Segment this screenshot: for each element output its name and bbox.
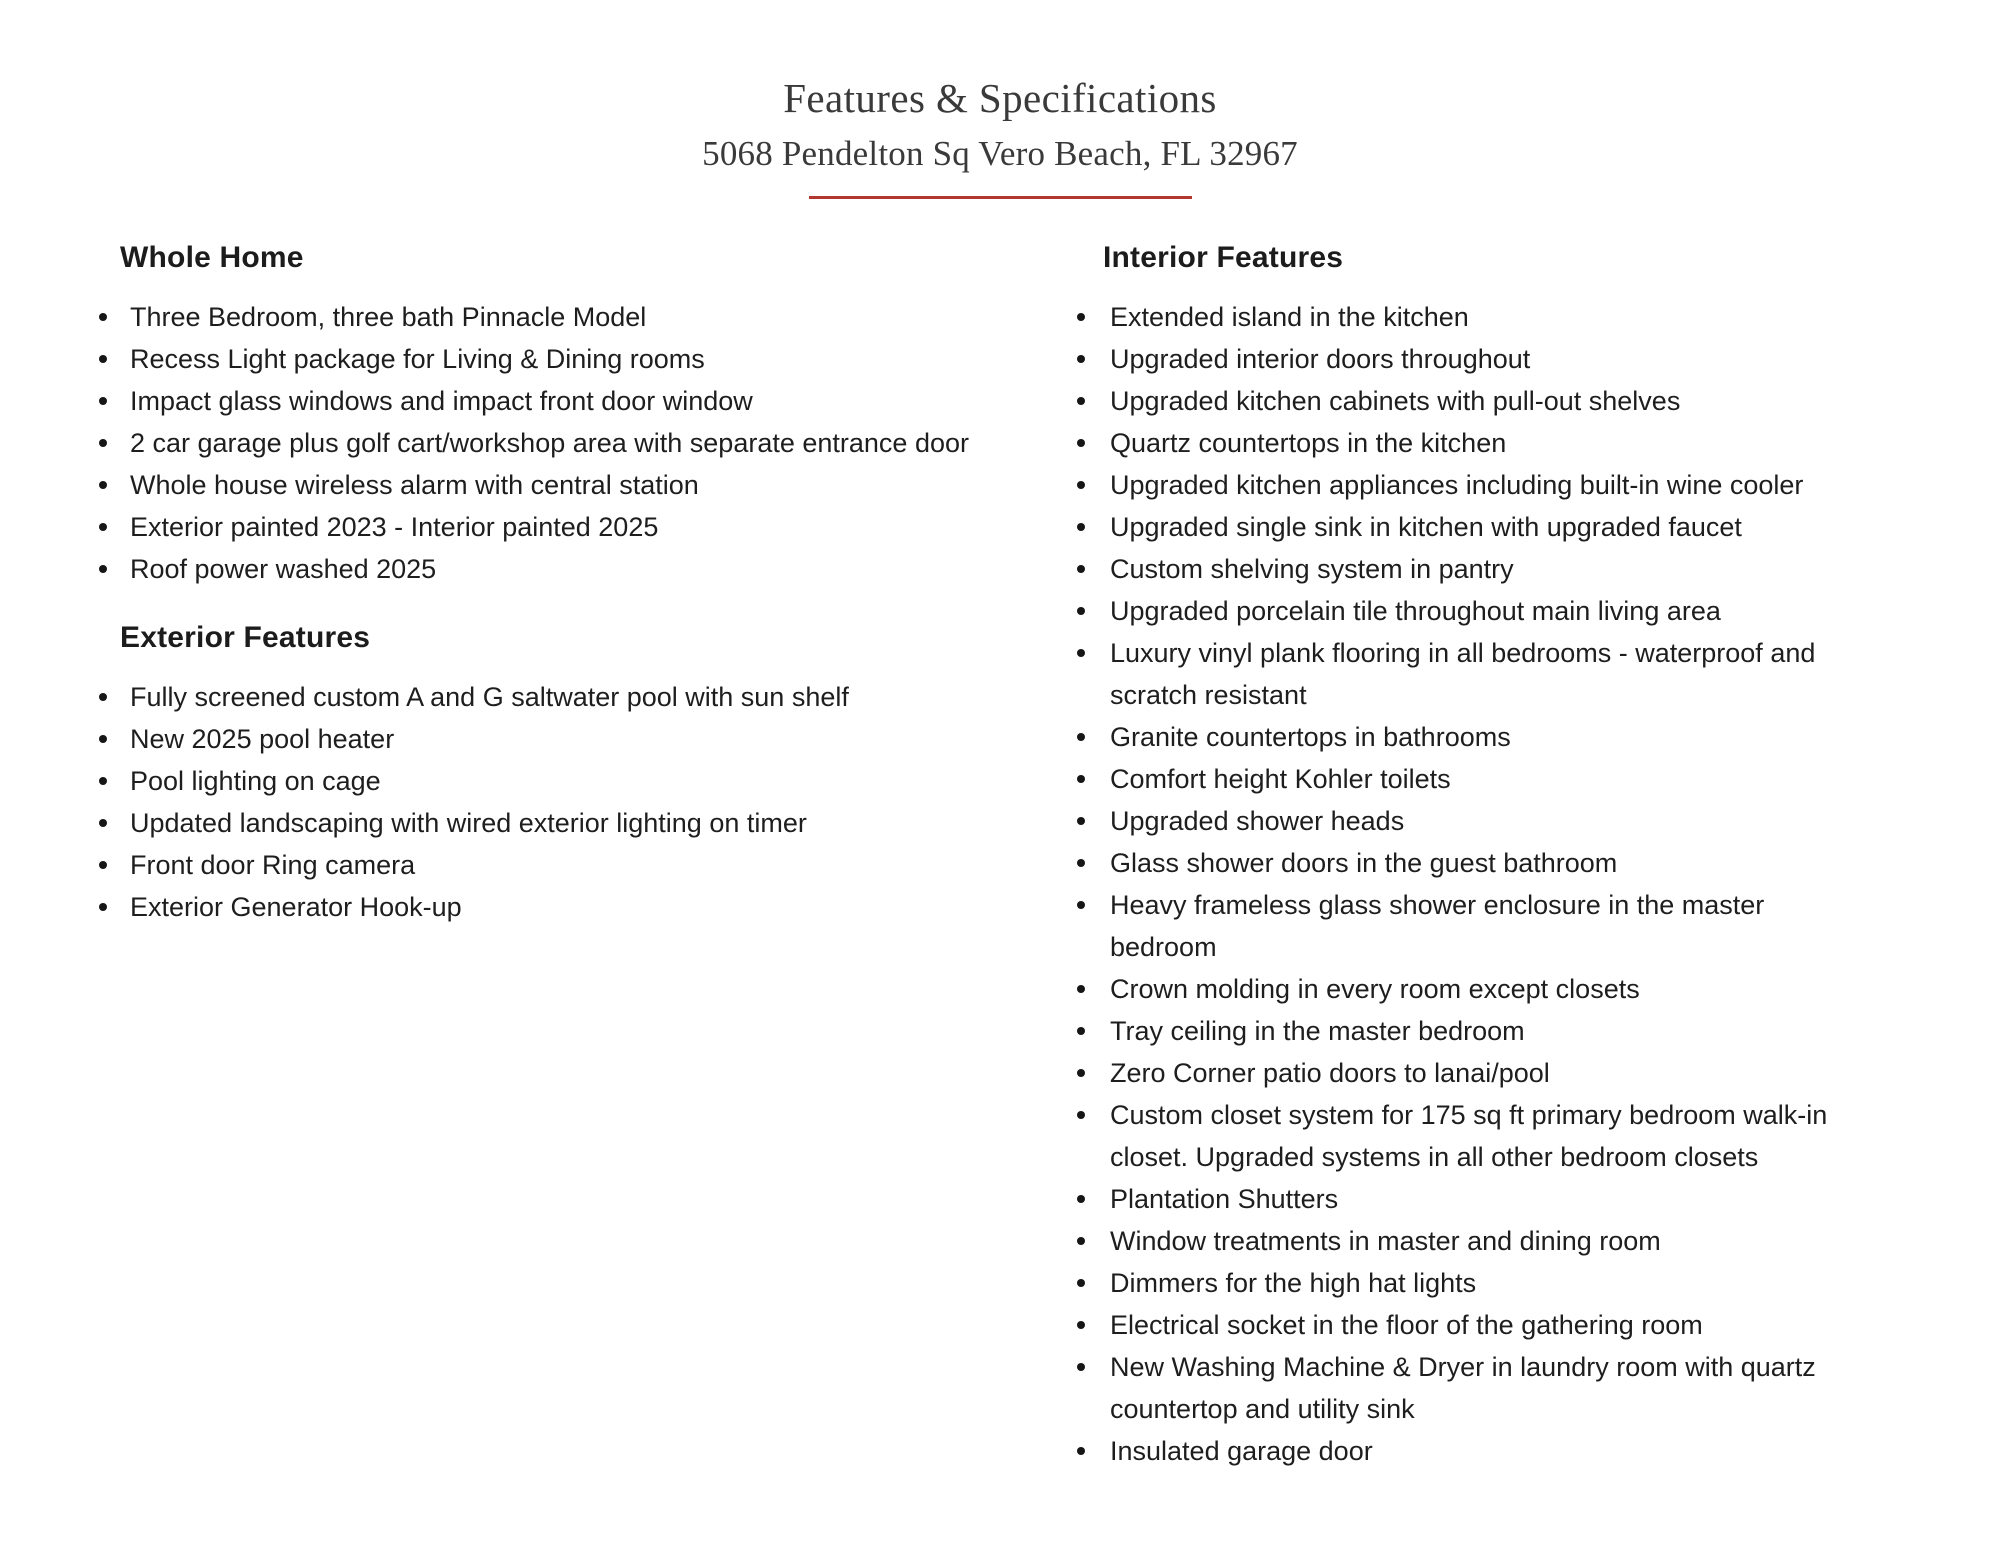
bullet-icon bbox=[1077, 1237, 1085, 1245]
bullet-icon bbox=[99, 397, 107, 405]
list-item-text: Recess Light package for Living & Dining rooms bbox=[130, 344, 705, 374]
list-item bbox=[1075, 506, 1859, 548]
feature-list bbox=[97, 676, 1057, 928]
list-item-text: Roof power washed 2025 bbox=[130, 554, 437, 584]
list-item-text: Tray ceiling in the master bedroom bbox=[1110, 1016, 1525, 1046]
list-item bbox=[1075, 548, 1859, 590]
list-item-text: Upgraded kitchen cabinets with pull-out shelves bbox=[1110, 386, 1681, 416]
section-exterior-features bbox=[97, 616, 1057, 928]
list-item bbox=[1075, 1220, 1859, 1262]
list-item bbox=[1075, 1346, 1859, 1430]
list-item bbox=[1075, 422, 1859, 464]
bullet-icon bbox=[1077, 985, 1085, 993]
bullet-icon bbox=[1077, 1447, 1085, 1455]
list-item bbox=[1075, 1304, 1859, 1346]
bullet-icon bbox=[1077, 397, 1085, 405]
list-item-text: Upgraded single sink in kitchen with upgraded faucet bbox=[1110, 512, 1742, 542]
list-item-text: Granite countertops in bathrooms bbox=[1110, 722, 1511, 752]
list-item-text: Heavy frameless glass shower enclosure in the master bedroom bbox=[1110, 890, 1765, 962]
list-item bbox=[1075, 884, 1859, 968]
section-heading: Exterior Features bbox=[120, 621, 371, 654]
feature-list bbox=[1075, 296, 1859, 1472]
list-item-text: Front door Ring camera bbox=[130, 850, 416, 880]
bullet-icon bbox=[99, 735, 107, 743]
list-item bbox=[97, 506, 1057, 548]
list-item bbox=[1075, 800, 1859, 842]
property-address: 5068 Pendelton Sq Vero Beach, FL 32967 bbox=[702, 133, 1298, 173]
list-item-text: Exterior painted 2023 - Interior painted 2025 bbox=[130, 512, 659, 542]
list-item-text: Whole house wireless alarm with central station bbox=[130, 470, 699, 500]
bullet-icon bbox=[1077, 859, 1085, 867]
list-item bbox=[1075, 296, 1859, 338]
list-item bbox=[97, 464, 1057, 506]
left-column bbox=[97, 236, 1057, 928]
bullet-icon bbox=[1077, 1111, 1085, 1119]
bullet-icon bbox=[1077, 1027, 1085, 1035]
list-item bbox=[1075, 338, 1859, 380]
list-item-text: Exterior Generator Hook-up bbox=[130, 892, 462, 922]
list-item-text: Crown molding in every room except closets bbox=[1110, 974, 1640, 1004]
list-item-text: Upgraded porcelain tile throughout main living area bbox=[1110, 596, 1721, 626]
list-item bbox=[1075, 464, 1859, 506]
list-item bbox=[97, 802, 1057, 844]
bullet-icon bbox=[99, 565, 107, 573]
list-item bbox=[1075, 1094, 1859, 1178]
bullet-icon bbox=[99, 819, 107, 827]
bullet-icon bbox=[1077, 1321, 1085, 1329]
bullet-icon bbox=[1077, 565, 1085, 573]
page-title: Features & Specifications bbox=[783, 75, 1217, 121]
section-heading: Interior Features bbox=[1103, 241, 1344, 274]
list-item bbox=[97, 676, 1057, 718]
bullet-icon bbox=[1077, 1279, 1085, 1287]
bullet-icon bbox=[99, 523, 107, 531]
list-item-text: Luxury vinyl plank flooring in all bedrooms - waterproof and scratch resistant bbox=[1110, 638, 1816, 710]
bullet-icon bbox=[99, 313, 107, 321]
list-item bbox=[1075, 1430, 1859, 1472]
bullet-icon bbox=[1077, 439, 1085, 447]
bullet-icon bbox=[1077, 523, 1085, 531]
list-item bbox=[1075, 590, 1859, 632]
bullet-icon bbox=[1077, 481, 1085, 489]
list-item-text: New 2025 pool heater bbox=[130, 724, 395, 754]
bullet-icon bbox=[1077, 1069, 1085, 1077]
list-item-text: Impact glass windows and impact front door window bbox=[130, 386, 753, 416]
document-header bbox=[0, 0, 2000, 199]
list-item-text: Zero Corner patio doors to lanai/pool bbox=[1110, 1058, 1550, 1088]
bullet-icon bbox=[99, 903, 107, 911]
list-item bbox=[97, 380, 1057, 422]
bullet-icon bbox=[1077, 649, 1085, 657]
list-item-text: Plantation Shutters bbox=[1110, 1184, 1339, 1214]
list-item-text: Updated landscaping with wired exterior lighting on timer bbox=[130, 808, 807, 838]
bullet-icon bbox=[1077, 733, 1085, 741]
section-interior-features bbox=[1075, 236, 1859, 1472]
list-item-text: Window treatments in master and dining room bbox=[1110, 1226, 1661, 1256]
bullet-icon bbox=[99, 481, 107, 489]
bullet-icon bbox=[99, 693, 107, 701]
list-item bbox=[97, 296, 1057, 338]
accent-divider bbox=[809, 196, 1192, 199]
list-item bbox=[1075, 632, 1859, 716]
bullet-icon bbox=[1077, 355, 1085, 363]
bullet-icon bbox=[99, 861, 107, 869]
list-item-text: Custom shelving system in pantry bbox=[1110, 554, 1514, 584]
list-item-text: Dimmers for the high hat lights bbox=[1110, 1268, 1477, 1298]
bullet-icon bbox=[99, 355, 107, 363]
list-item bbox=[97, 422, 1057, 464]
list-item bbox=[1075, 758, 1859, 800]
list-item bbox=[1075, 842, 1859, 884]
list-item bbox=[97, 548, 1057, 590]
list-item-text: Upgraded interior doors throughout bbox=[1110, 344, 1531, 374]
list-item-text: 2 car garage plus golf cart/workshop area with separate entrance door bbox=[130, 428, 969, 458]
bullet-icon bbox=[1077, 817, 1085, 825]
bullet-icon bbox=[1077, 1195, 1085, 1203]
list-item bbox=[97, 844, 1057, 886]
list-item bbox=[1075, 968, 1859, 1010]
list-item-text: Insulated garage door bbox=[1110, 1436, 1373, 1466]
list-item bbox=[1075, 1052, 1859, 1094]
list-item-text: Upgraded kitchen appliances including built-in wine cooler bbox=[1110, 470, 1804, 500]
list-item bbox=[97, 338, 1057, 380]
list-item-text: Comfort height Kohler toilets bbox=[1110, 764, 1451, 794]
bullet-icon bbox=[1077, 901, 1085, 909]
bullet-icon bbox=[1077, 313, 1085, 321]
list-item bbox=[1075, 380, 1859, 422]
list-item bbox=[97, 718, 1057, 760]
list-item bbox=[1075, 1010, 1859, 1052]
list-item-text: Electrical socket in the floor of the gathering room bbox=[1110, 1310, 1703, 1340]
list-item-text: Upgraded shower heads bbox=[1110, 806, 1405, 836]
list-item-text: Custom closet system for 175 sq ft primary bedroom walk-in closet. Upgraded systems in all other bedroom closets bbox=[1110, 1100, 1828, 1172]
list-item bbox=[97, 886, 1057, 928]
list-item bbox=[97, 760, 1057, 802]
list-item-text: New Washing Machine & Dryer in laundry room with quartz countertop and utility sink bbox=[1110, 1352, 1816, 1424]
bullet-icon bbox=[99, 777, 107, 785]
list-item bbox=[1075, 1178, 1859, 1220]
list-item-text: Three Bedroom, three bath Pinnacle Model bbox=[130, 302, 647, 332]
bullet-icon bbox=[1077, 1363, 1085, 1371]
list-item-text: Glass shower doors in the guest bathroom bbox=[1110, 848, 1618, 878]
bullet-icon bbox=[1077, 775, 1085, 783]
right-column bbox=[1075, 236, 1859, 1472]
feature-list bbox=[97, 296, 1057, 590]
bullet-icon bbox=[99, 439, 107, 447]
list-item-text: Pool lighting on cage bbox=[130, 766, 381, 796]
section-heading: Whole Home bbox=[120, 241, 304, 274]
list-item-text: Quartz countertops in the kitchen bbox=[1110, 428, 1507, 458]
section-whole-home bbox=[97, 236, 1057, 590]
list-item bbox=[1075, 716, 1859, 758]
list-item-text: Fully screened custom A and G saltwater pool with sun shelf bbox=[130, 682, 849, 712]
list-item bbox=[1075, 1262, 1859, 1304]
bullet-icon bbox=[1077, 607, 1085, 615]
list-item-text: Extended island in the kitchen bbox=[1110, 302, 1469, 332]
